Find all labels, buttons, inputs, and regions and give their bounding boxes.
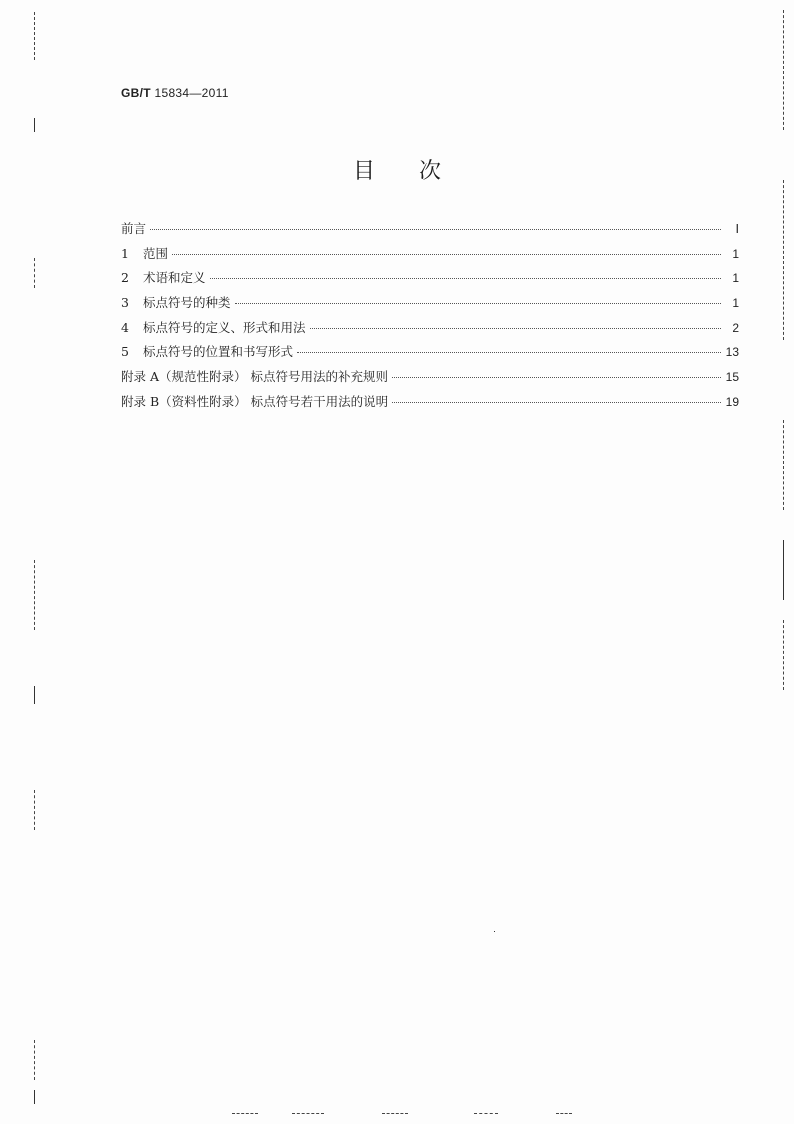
toc-entry-page: 13 bbox=[725, 345, 739, 360]
toc-leader-dots bbox=[172, 254, 721, 255]
scan-mark-right-1 bbox=[783, 10, 785, 130]
toc-entry-number: 2 bbox=[121, 270, 129, 286]
toc-entry-label: 标点符号的定义、形式和用法 bbox=[143, 319, 306, 335]
scan-mark-bottom-1 bbox=[232, 1113, 258, 1115]
toc-entry-page: 15 bbox=[725, 370, 739, 385]
toc-entry-number: 3 bbox=[121, 295, 129, 311]
toc-entry-label: 附录 B（资料性附录） 标点符号若干用法的说明 bbox=[121, 393, 389, 409]
standard-code-prefix: GB/T bbox=[121, 86, 151, 100]
toc-entry-number: 1 bbox=[121, 245, 129, 261]
toc-leader-dots bbox=[210, 278, 721, 279]
toc-entry-appendix-a[interactable] bbox=[121, 367, 739, 392]
toc-leader-dots bbox=[310, 328, 721, 329]
scan-mark-left-4 bbox=[34, 560, 36, 630]
toc-entry-page: Ⅰ bbox=[735, 222, 739, 236]
toc-entry-label: 标点符号的位置和书写形式 bbox=[143, 344, 294, 360]
scan-mark-left-1 bbox=[34, 12, 36, 60]
scan-mark-bottom-4 bbox=[474, 1113, 498, 1115]
scan-speck bbox=[494, 931, 495, 932]
toc-entry-page: 1 bbox=[732, 246, 739, 261]
toc-entry-label: 术语和定义 bbox=[143, 270, 206, 286]
toc-leader-dots bbox=[150, 229, 721, 230]
toc-entry-5[interactable] bbox=[121, 342, 739, 367]
scan-mark-left-8 bbox=[34, 1090, 35, 1104]
toc-title-char-1: 目 bbox=[352, 159, 375, 184]
toc-entry-label: 标点符号的种类 bbox=[143, 295, 231, 311]
scan-mark-right-5 bbox=[783, 620, 785, 690]
scan-mark-left-7 bbox=[34, 1040, 36, 1080]
toc-leader-dots bbox=[235, 303, 721, 304]
toc-leader-dots bbox=[297, 352, 721, 353]
toc-entry-3[interactable] bbox=[121, 293, 739, 318]
scan-mark-right-4 bbox=[783, 540, 784, 600]
scan-mark-left-6 bbox=[34, 790, 36, 830]
toc-entry-label: 前言 bbox=[121, 221, 147, 236]
toc-entry-number: 5 bbox=[121, 344, 129, 360]
toc-entry-page: 2 bbox=[732, 320, 739, 335]
standard-code-header bbox=[121, 86, 229, 100]
scan-mark-bottom-5 bbox=[556, 1113, 572, 1115]
toc-entry-number: 4 bbox=[121, 319, 129, 335]
toc-entry-label: 范围 bbox=[143, 245, 169, 261]
toc-title bbox=[0, 154, 794, 185]
scan-mark-left-2 bbox=[34, 118, 35, 132]
toc-entry-1[interactable] bbox=[121, 244, 739, 269]
toc-leader-dots bbox=[392, 377, 721, 378]
toc-entry-label: 附录 A（规范性附录） 标点符号用法的补充规则 bbox=[121, 369, 388, 385]
standard-code-number: 15834—2011 bbox=[154, 86, 229, 100]
scan-mark-left-5 bbox=[34, 686, 35, 704]
toc-entry-page: 19 bbox=[725, 394, 739, 409]
toc-title-char-2: 次 bbox=[419, 159, 442, 184]
scan-mark-bottom-3 bbox=[382, 1113, 408, 1115]
toc-entry-page: 1 bbox=[732, 296, 739, 311]
scan-mark-bottom-2 bbox=[292, 1113, 324, 1115]
toc-leader-dots bbox=[392, 402, 721, 403]
toc-entry-4[interactable] bbox=[121, 318, 739, 343]
toc-entry-foreword[interactable] bbox=[121, 219, 739, 244]
toc-entry-appendix-b[interactable] bbox=[121, 392, 739, 417]
scan-mark-right-2 bbox=[783, 180, 785, 340]
scan-mark-right-3 bbox=[783, 420, 785, 510]
toc-entry-page: 1 bbox=[732, 271, 739, 286]
table-of-contents bbox=[121, 219, 739, 417]
toc-entry-2[interactable] bbox=[121, 268, 739, 293]
scan-mark-left-3 bbox=[34, 258, 36, 288]
